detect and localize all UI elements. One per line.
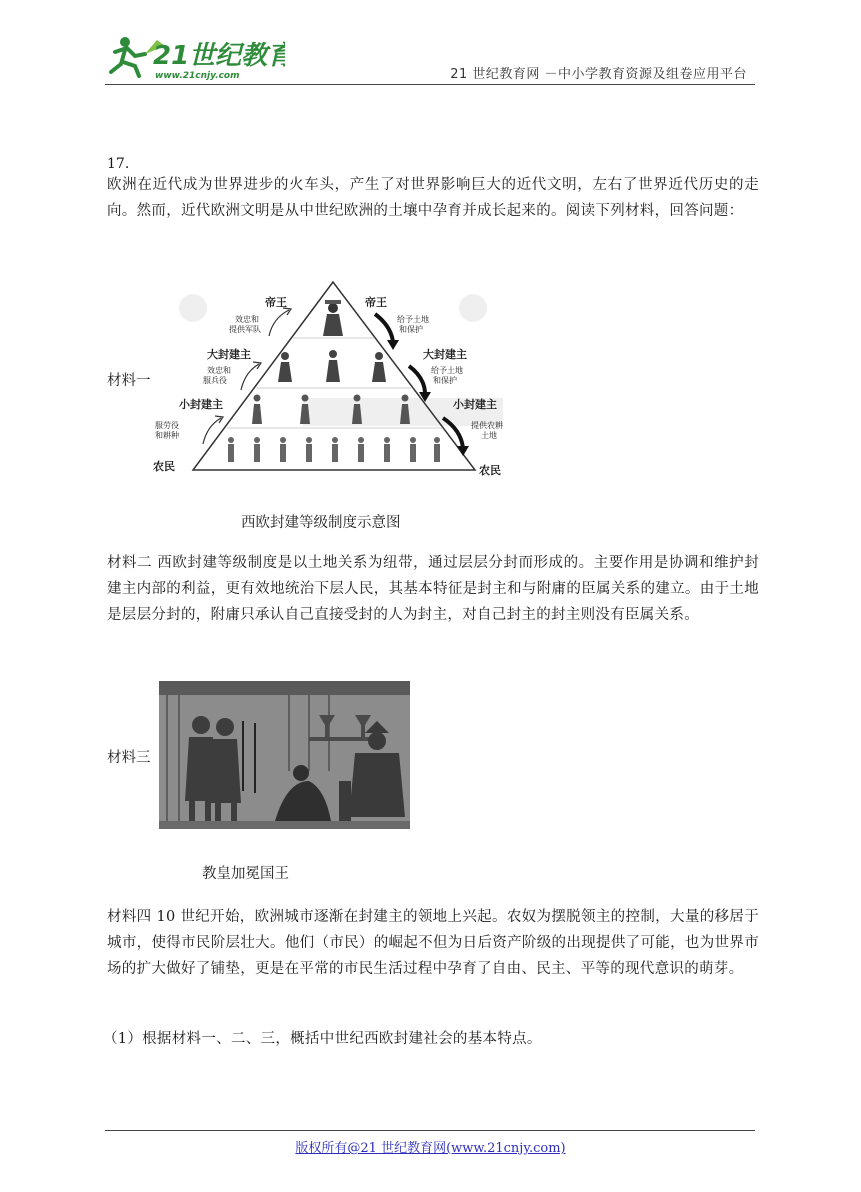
footer-divider bbox=[105, 1130, 755, 1131]
right-arrows-icon bbox=[375, 314, 469, 456]
right-label-emperor: 帝王 bbox=[365, 296, 387, 309]
right-arrow-1-line1: 给予土地 bbox=[397, 315, 429, 324]
right-label-great-lord: 大封建主 bbox=[423, 348, 467, 361]
logo-text: 21世纪教育 bbox=[153, 41, 285, 71]
left-arrow-2-line2: 服兵役 bbox=[203, 376, 227, 385]
left-arrow-3-line2: 和耕种 bbox=[155, 431, 179, 440]
left-arrow-3-line1: 服劳役 bbox=[155, 421, 179, 430]
feudal-hierarchy-diagram bbox=[153, 278, 525, 478]
right-label-small-lord: 小封建主 bbox=[453, 398, 497, 411]
right-arrow-3-line2: 土地 bbox=[481, 431, 497, 440]
material-2-text: 材料二 西欧封建等级制度是以土地关系为纽带，通过层层分封而形成的。主要作用是协调和维护封建主内部的利益，更有效地统治下层人民，其基本特征是封主和与附庸的臣属关系的建立。由于土地是层层分封的，附庸只承认自己直接受封的人为封主，对自己封主的封主则没有臣属关系。 bbox=[107, 555, 759, 623]
footer-copyright-link[interactable]: 版权所有@21 世纪教育网(www.21cnjy.com) bbox=[295, 1141, 566, 1156]
great-lord-figures-icon bbox=[278, 350, 386, 382]
sub-question-1: （1）根据材料一、二、三，概括中世纪西欧封建社会的基本特点。 bbox=[103, 1031, 542, 1047]
question-intro: 欧洲在近代成为世界进步的火车头，产生了对世界影响巨大的近代文明，左右了世界近代历史的走向。然而，近代欧洲文明是从中世纪欧洲的土壤中孕育并成长起来的。阅读下列材料，回答问题： bbox=[107, 177, 759, 219]
page-header bbox=[105, 30, 755, 86]
pope-crowning-king-engraving bbox=[159, 681, 410, 829]
left-arrow-1-line1: 效忠和 bbox=[235, 315, 259, 324]
left-label-emperor: 帝王 bbox=[265, 296, 287, 309]
material-1-label: 材料一 bbox=[107, 373, 151, 389]
material-3-label: 材料三 bbox=[107, 750, 151, 766]
left-arrow-2-line1: 效忠和 bbox=[207, 366, 231, 375]
material-3-caption: 教皇加冕国王 bbox=[202, 866, 289, 882]
right-arrow-2-line1: 给予土地 bbox=[431, 366, 463, 375]
king-figure-icon bbox=[323, 300, 343, 336]
logo-url: www.21cnjy.com bbox=[155, 71, 240, 81]
right-arrow-3-line1: 提供农耕 bbox=[471, 421, 503, 430]
material-4-text: 材料四 10 世纪开始，欧洲城市逐渐在封建主的领地上兴起。农奴为摆脱领主的控制，大量的移居于城市，使得市民阶层壮大。他们（市民）的崛起不但为日后资产阶级的出现提供了可能，也为世界市场的扩大做好了铺垫，更是在平常的市民生活过程中孕育了自由、民主、平等的现代意识的萌芽。 bbox=[107, 909, 759, 977]
header-divider bbox=[105, 84, 755, 85]
left-arrow-1-line2: 提供军队 bbox=[229, 325, 261, 334]
left-label-peasant: 农民 bbox=[153, 460, 175, 473]
right-arrow-1-line2: 和保护 bbox=[399, 325, 423, 334]
left-label-small-lord: 小封建主 bbox=[179, 398, 223, 411]
header-site-text: 21 世纪教育网 －中小学教育资源及组卷应用平台 bbox=[450, 67, 747, 82]
right-arrow-2-line2: 和保护 bbox=[433, 376, 457, 385]
peasant-figures-icon bbox=[228, 437, 440, 462]
material-1-caption: 西欧封建等级制度示意图 bbox=[241, 515, 401, 531]
left-label-great-lord: 大封建主 bbox=[207, 348, 251, 361]
question-number: 17. bbox=[107, 156, 130, 172]
right-label-peasant: 农民 bbox=[479, 464, 501, 477]
site-logo[interactable] bbox=[105, 32, 285, 82]
